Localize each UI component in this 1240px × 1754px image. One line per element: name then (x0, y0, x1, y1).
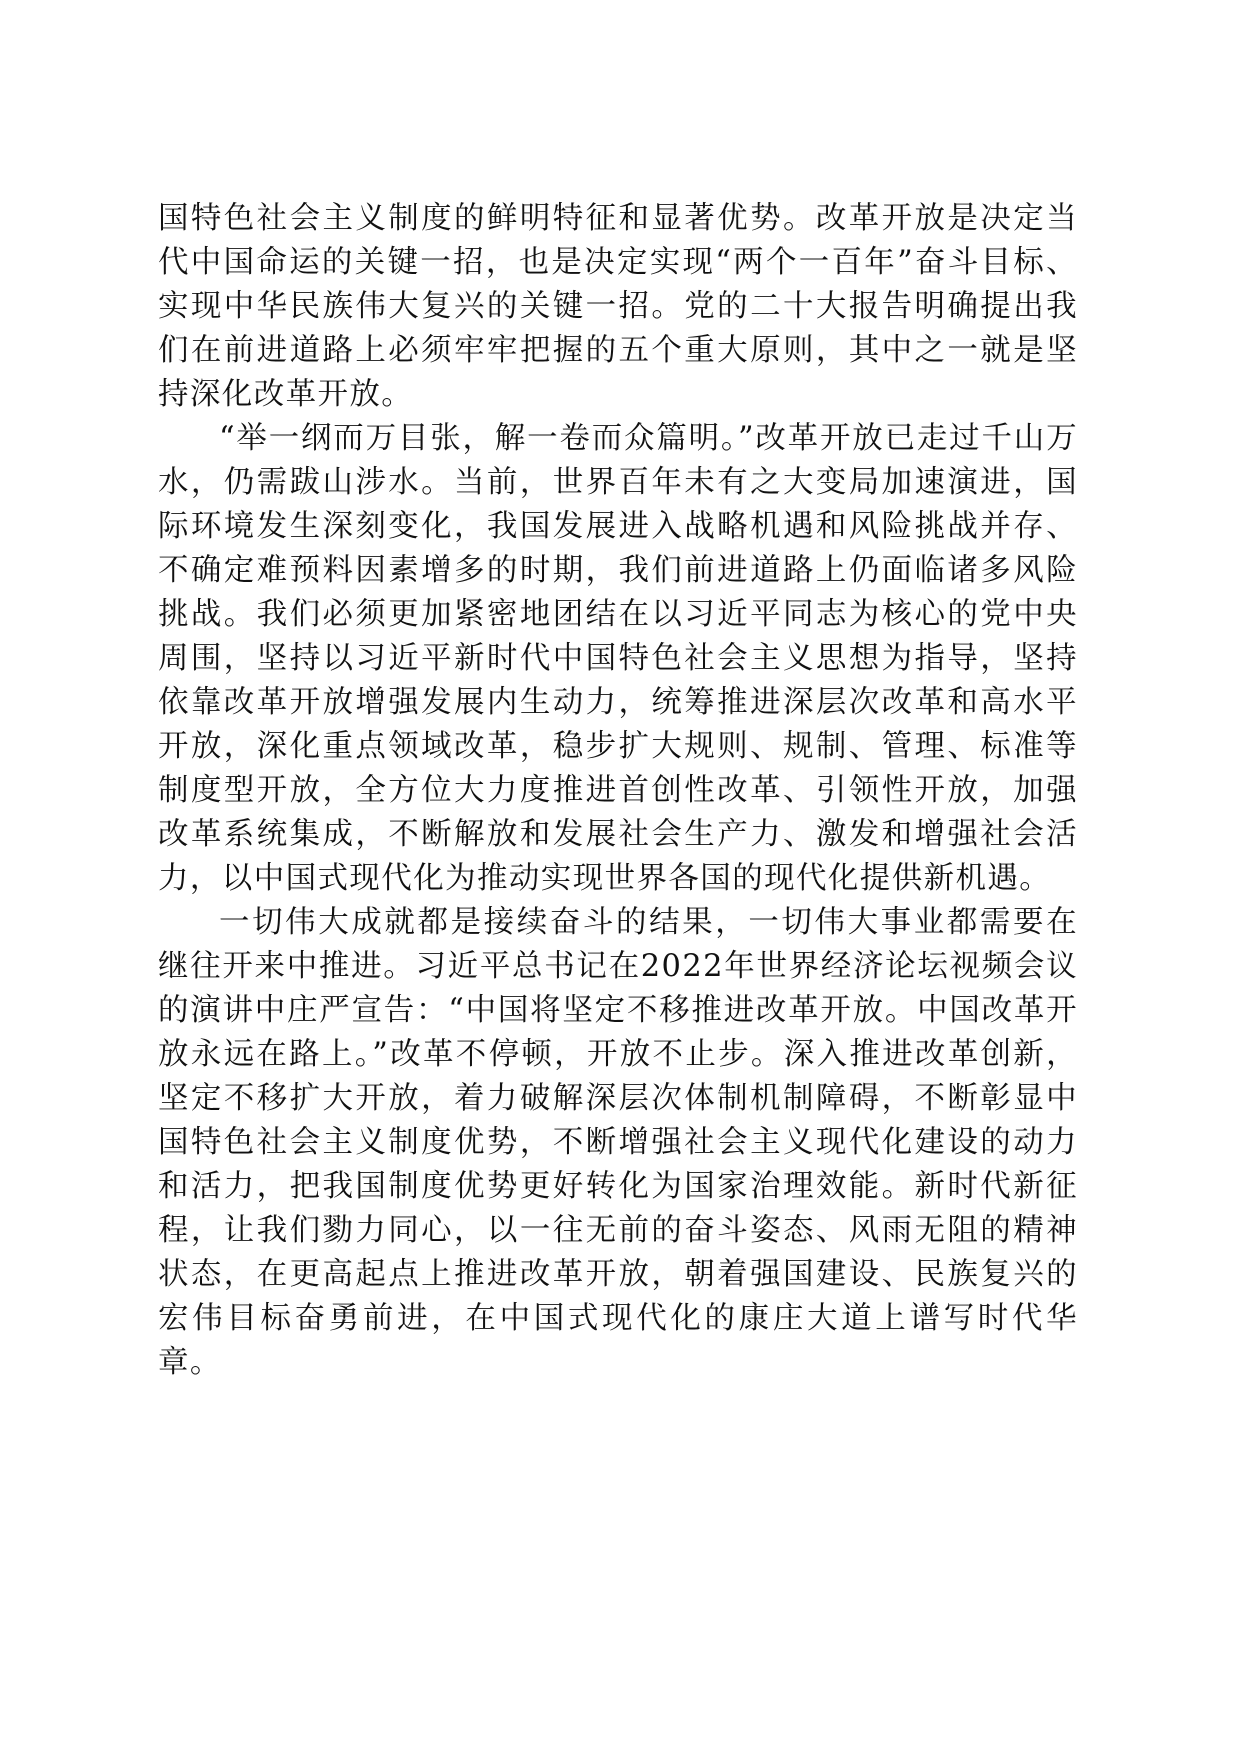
paragraph-continuous-struggle: 一切伟大成就都是接续奋斗的结果，一切伟大事业都需要在继往开来中推进。习近平总书记在2022年世界经济论坛视频会议的演讲中庄严宣告：“中国将坚定不移推进改革开放。中国改革开放永远在路上。”改革不停顿，开放不止步。深入推进改革创新，坚定不移扩大开放，着力破解深层次体制机制障碍，不断彰显中国特色社会主义制度优势，不断增强社会主义现代化建设的动力和活力，把我国制度优势更好转化为国家治理效能。新时代新征程，让我们勠力同心，以一往无前的奋斗姿态、风雨无阻的精神状态，在更高起点上推进改革开放，朝着强国建设、民族复兴的宏伟目标奋勇前进，在中国式现代化的康庄大道上谱写时代华章。 (158, 905, 1078, 1380)
paragraph-continued: 国特色社会主义制度的鲜明特征和显著优势。改革开放是决定当代中国命运的关键一招，也是决定实现“两个一百年”奋斗目标、实现中华民族伟大复兴的关键一招。党的二十大报告明确提出我们在前进道路上必须牢牢把握的五个重大原则，其中之一就是坚持深化改革开放。 (158, 201, 1078, 412)
paragraph-reform-challenges: “举一纲而万目张，解一卷而众篇明。”改革开放已走过千山万水，仍需跋山涉水。当前，世界百年未有之大变局加速演进，国际环境发生深刻变化，我国发展进入战略机遇和风险挑战并存、不确定难预料因素增多的时期，我们前进道路上仍面临诸多风险挑战。我们必须更加紧密地团结在以习近平同志为核心的党中央周围，坚持以习近平新时代中国特色社会主义思想为指导，坚持依靠改革开放增强发展内生动力，统筹推进深层次改革和高水平开放，深化重点领域改革，稳步扩大规则、规制、管理、标准等制度型开放，全方位大力度推进首创性改革、引领性开放，加强改革系统集成，不断解放和发展社会生产力、激发和增强社会活力，以中国式现代化为推动实现世界各国的现代化提供新机遇。 (158, 421, 1078, 896)
body-text (158, 197, 1078, 1385)
